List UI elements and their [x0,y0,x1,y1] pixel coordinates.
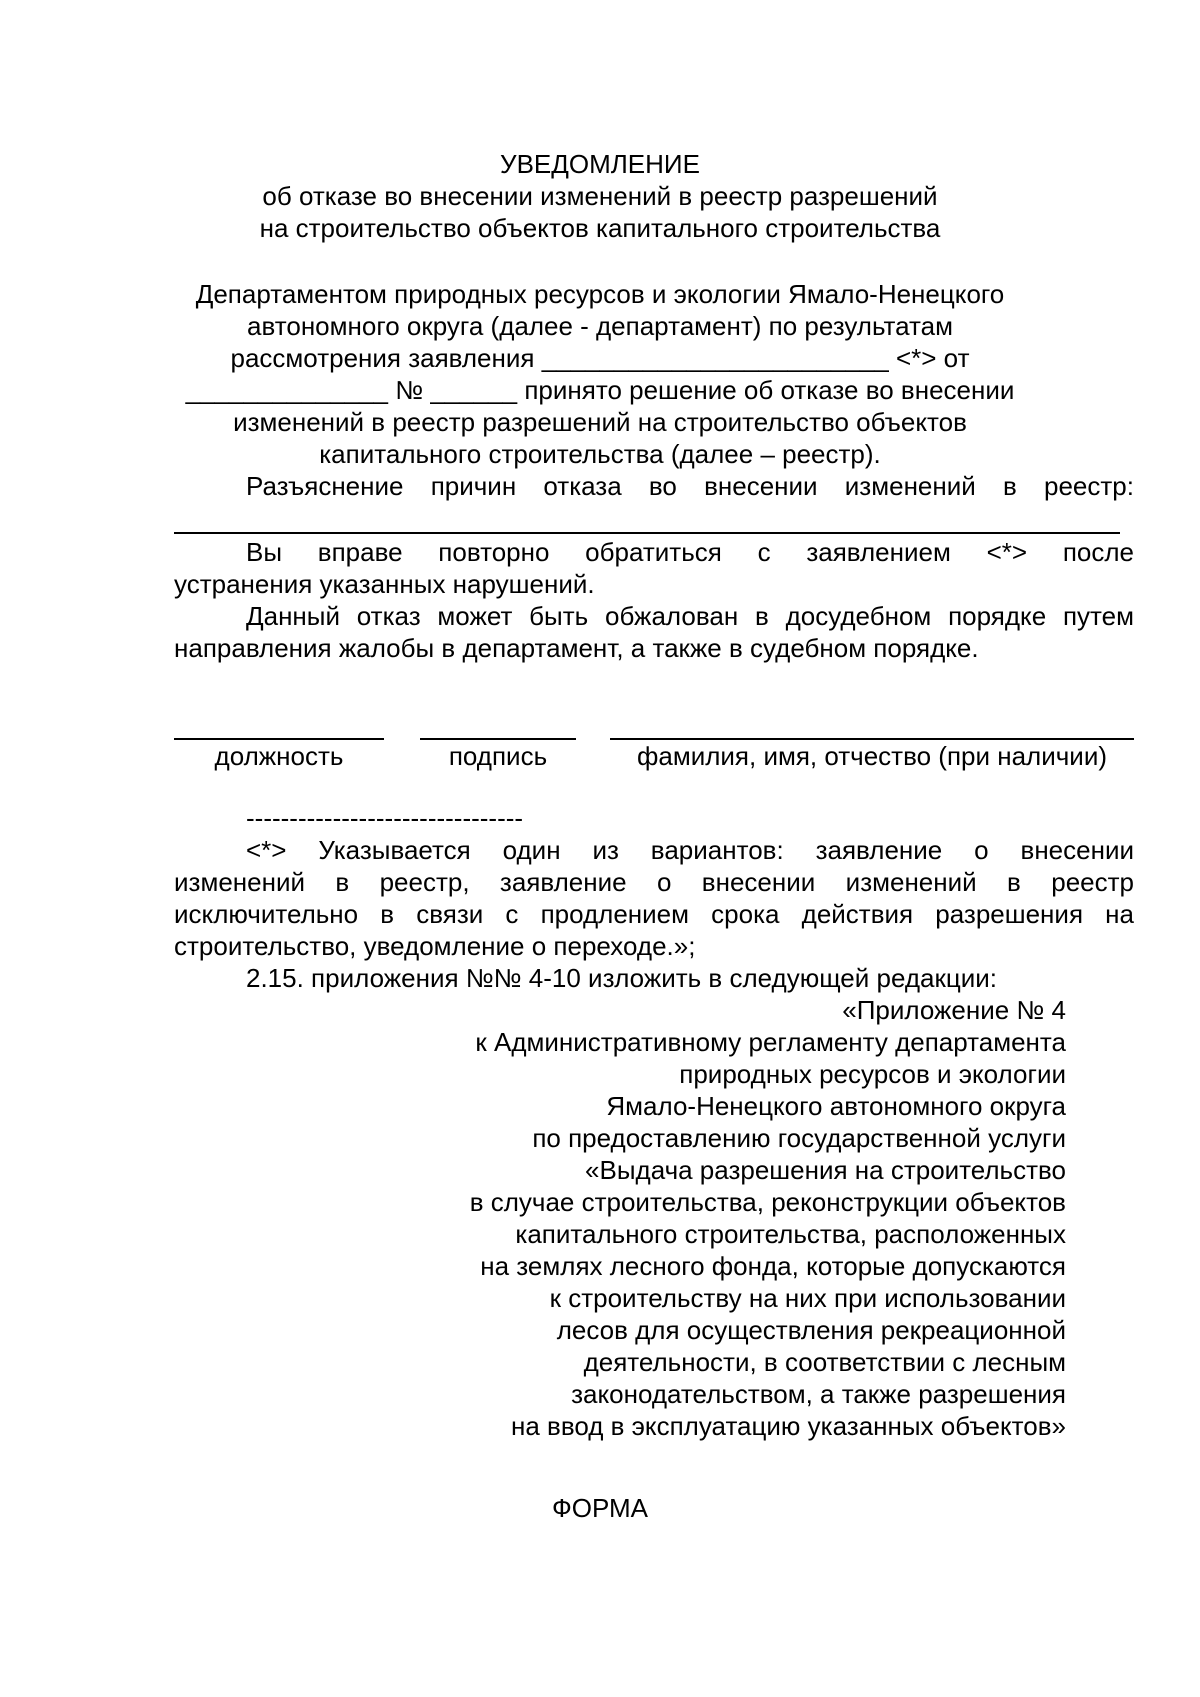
document-subtitle-line-1: об отказе во внесении изменений в реестр разрешений [262,181,938,211]
footnote-line-4: строительство, уведомление о переходе.»; [174,931,696,961]
decision-text-line-2: автономного округа (далее - департамент) по результатам [247,311,953,341]
decision-text-line-3: рассмотрения заявления ________________________ <*> от [230,343,970,373]
decision-text-line-1: Департаментом природных ресурсов и экологии Ямало-Ненецкого [195,279,1005,309]
refusal-reason-label: Разъяснение причин отказа во внесении изменений в реестр: [246,471,1134,501]
footnote-line-3: исключительно в связи с продлением срока действия разрешения на [174,899,1134,929]
footnote-separator: -------------------------------- [246,803,524,833]
decision-text-line-5: изменений в реестр разрешений на строительство объектов [233,407,967,437]
document-subtitle-line-2: на строительство объектов капитального строительства [259,213,941,243]
amendment-line: 2.15. приложения №№ 4-10 изложить в следующей редакции: [246,963,998,993]
appendix-heading-line: к Административному регламенту департамента [475,1027,1066,1057]
decision-text-line-6: капитального строительства (далее – реестр). [319,439,881,469]
appendix-heading-line: по предоставлению государственной услуги [532,1123,1066,1153]
appendix-heading-line: лесов для осуществления рекреационной [556,1315,1066,1345]
appendix-heading-line: законодательством, а также разрешения [571,1379,1066,1409]
decision-text-line-4: ______________ № ______ принято решение об отказе во внесении [185,375,1015,405]
appendix-heading-line: в случае строительства, реконструкции объектов [469,1187,1066,1217]
appendix-heading-line: «Приложение № 4 [842,995,1066,1025]
appendix-heading-line: на землях лесного фонда, которые допускаются [480,1251,1066,1281]
footnote-line-2: изменений в реестр, заявление о внесении изменений в реестр [174,867,1134,897]
document-title: УВЕДОМЛЕНИЕ [500,149,700,179]
full-name-label: фамилия, имя, отчество (при наличии) [636,741,1108,771]
reapply-text-line-2: устранения указанных нарушений. [174,569,595,599]
form-label: ФОРМА [551,1493,649,1523]
appendix-heading-line: деятельности, в соответствии с лесным [583,1347,1066,1377]
appendix-heading-line: «Выдача разрешения на строительство [585,1155,1066,1185]
appeal-text-line-2: направления жалобы в департамент, а также в судебном порядке. [174,633,979,663]
appendix-heading-line: капитального строительства, расположенных [515,1219,1066,1249]
reapply-text-line-1: Вы вправе повторно обратиться с заявлением <*> после [246,537,1134,567]
signature-label: подпись [448,741,548,771]
refusal-reason-blank-line [174,532,1120,534]
appendix-heading-line: Ямало-Ненецкого автономного округа [606,1091,1066,1121]
appendix-heading-line: на ввод в эксплуатацию указанных объектов» [510,1411,1066,1441]
appendix-heading-line: к строительству на них при использовании [549,1283,1066,1313]
appendix-heading-line: природных ресурсов и экологии [679,1059,1066,1089]
footnote-line-1: <*> Указывается один из вариантов: заявление о внесении [246,835,1134,865]
position-label: должность [214,741,344,771]
appeal-text-line-1: Данный отказ может быть обжалован в досудебном порядке путем [246,601,1134,631]
